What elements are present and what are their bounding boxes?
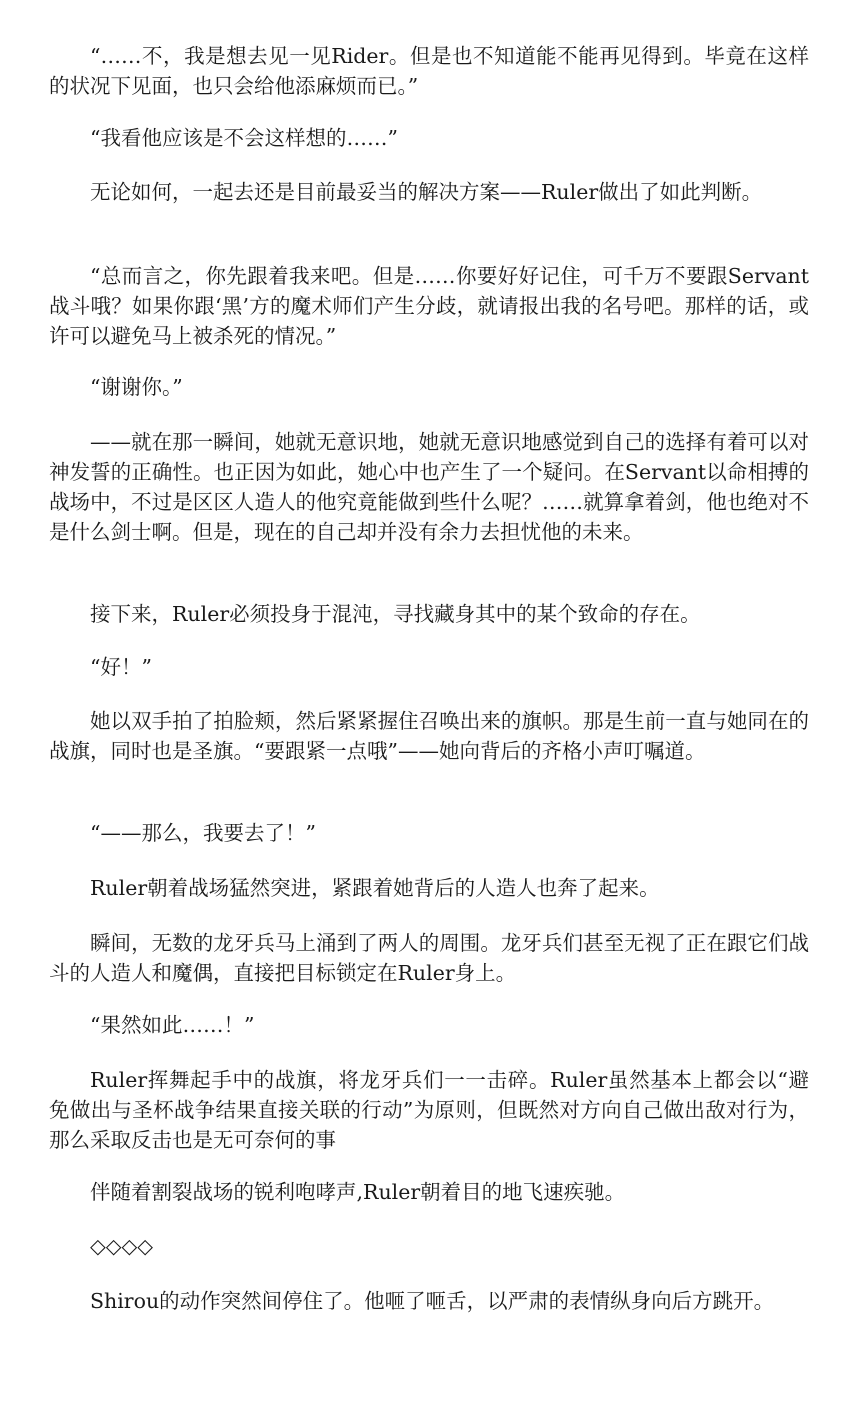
paragraph: “谢谢你。”	[90, 375, 183, 399]
paragraph: 接下来，Ruler必须投身于混沌，寻找藏身其中的某个致命的存在。	[90, 602, 701, 626]
paragraph: ——就在那一瞬间，她就无意识地，她就无意识地感觉到自己的选择有着可以对神发誓的正确性。也正因为如此，她心中也产生了一个疑问。在Servant以命相搏的战场中，不过是区区人造人的他究竟能做到些什么呢？……就算拿着剑，他也绝对不是什么剑士啊。但是，现在的自己却并没有余力去担忧他的未来。	[49, 430, 809, 544]
section-break: ◇◇◇◇	[90, 1234, 154, 1258]
paragraph: Ruler挥舞起手中的战旗，将龙牙兵们一一击碎。Ruler虽然基本上都会以“避免做出与圣杯战争结果直接关联的行动”为原则，但既然对方向自己做出敌对行为，那么采取反击也是无可奈何的事	[49, 1068, 809, 1152]
paragraph: Ruler朝着战场猛然突进，紧跟着她背后的人造人也奔了起来。	[90, 876, 660, 900]
paragraph: 无论如何，一起去还是目前最妥当的解决方案——Ruler做出了如此判断。	[90, 180, 763, 204]
paragraph: “——那么，我要去了！”	[90, 821, 316, 845]
paragraph: “我看他应该是不会这样想的……”	[90, 126, 398, 150]
paragraph: Shirou的动作突然间停住了。他咂了咂舌，以严肃的表情纵身向后方跳开。	[90, 1289, 775, 1313]
paragraph: 瞬间，无数的龙牙兵马上涌到了两人的周围。龙牙兵们甚至无视了正在跟它们战斗的人造人和魔偶，直接把目标锁定在Ruler身上。	[49, 931, 809, 985]
paragraph: “好！”	[90, 655, 152, 679]
paragraph: “总而言之，你先跟着我来吧。但是……你要好好记住，可千万不要跟Servant战斗哦？如果你跟‘黑’方的魔术师们产生分歧，就请报出我的名号吧。那样的话，或许可以避免马上被杀死的情况。”	[49, 264, 809, 348]
paragraph: “果然如此……！”	[90, 1013, 255, 1037]
paragraph: 她以双手拍了拍脸颊，然后紧紧握住召唤出来的旗帜。那是生前一直与她同在的战旗，同时也是圣旗。“要跟紧一点哦”——她向背后的齐格小声叮嘱道。	[49, 709, 809, 763]
paragraph: “……不，我是想去见一见Rider。但是也不知道能不能再见得到。毕竟在这样的状况下见面，也只会给他添麻烦而已。”	[49, 44, 809, 98]
paragraph: 伴随着割裂战场的锐利咆哮声,Ruler朝着目的地飞速疾驰。	[90, 1180, 626, 1204]
